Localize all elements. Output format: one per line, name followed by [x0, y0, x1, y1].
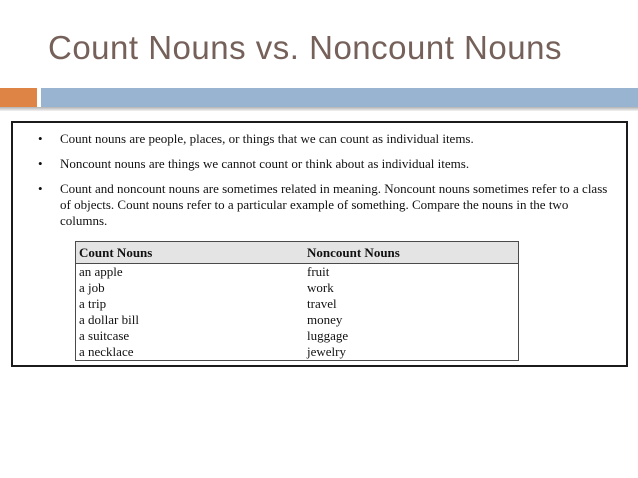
accent-bar-orange — [0, 88, 37, 107]
count-noun-cell: an apple — [79, 264, 123, 279]
bullet-icon: • — [38, 181, 43, 196]
noncount-noun-cell: luggage — [307, 328, 349, 343]
table-row — [76, 312, 519, 328]
accent-bar-blue — [41, 88, 638, 107]
table-row — [76, 264, 519, 281]
bullet-list — [13, 123, 626, 229]
table-row — [76, 328, 519, 344]
bullet-icon: • — [38, 131, 43, 146]
noncount-noun-cell: travel — [307, 296, 337, 311]
table-row — [76, 344, 519, 361]
bullet-text: Count nouns are people, places, or things that we can count as individual items. — [60, 131, 474, 146]
column-header-count-nouns: Count Nouns — [76, 242, 305, 264]
bullet-item — [38, 181, 618, 229]
table-row — [76, 280, 519, 296]
bullet-item — [38, 156, 618, 172]
content-box — [11, 121, 628, 367]
bullet-text: Noncount nouns are things we cannot count or think about as individual items. — [60, 156, 470, 171]
count-noun-cell: a necklace — [79, 344, 134, 359]
noncount-noun-cell: fruit — [307, 264, 330, 279]
count-noun-cell: a suitcase — [79, 328, 130, 343]
noncount-noun-cell: money — [307, 312, 343, 327]
accent-bar-shadow — [0, 107, 638, 111]
slide-title: Count Nouns vs. Noncount Nouns — [48, 29, 562, 66]
noncount-noun-cell: work — [307, 280, 334, 295]
column-header-noncount-nouns: Noncount Nouns — [304, 242, 519, 264]
count-noun-cell: a dollar bill — [79, 312, 139, 327]
table-header-row — [76, 242, 519, 264]
noncount-noun-cell: jewelry — [307, 344, 346, 359]
accent-bars — [0, 88, 638, 107]
bullet-item — [38, 131, 618, 147]
count-noun-cell: a job — [79, 280, 105, 295]
bullet-text: Count and noncount nouns are sometimes related in meaning. Noncount nouns sometimes refer to a class of objects. Count nouns refer to a particular example of something. Compare the nouns in the two columns. — [60, 181, 608, 228]
noun-comparison-table — [75, 241, 519, 361]
bullet-icon: • — [38, 156, 43, 171]
count-noun-cell: a trip — [79, 296, 107, 311]
table-row — [76, 296, 519, 312]
